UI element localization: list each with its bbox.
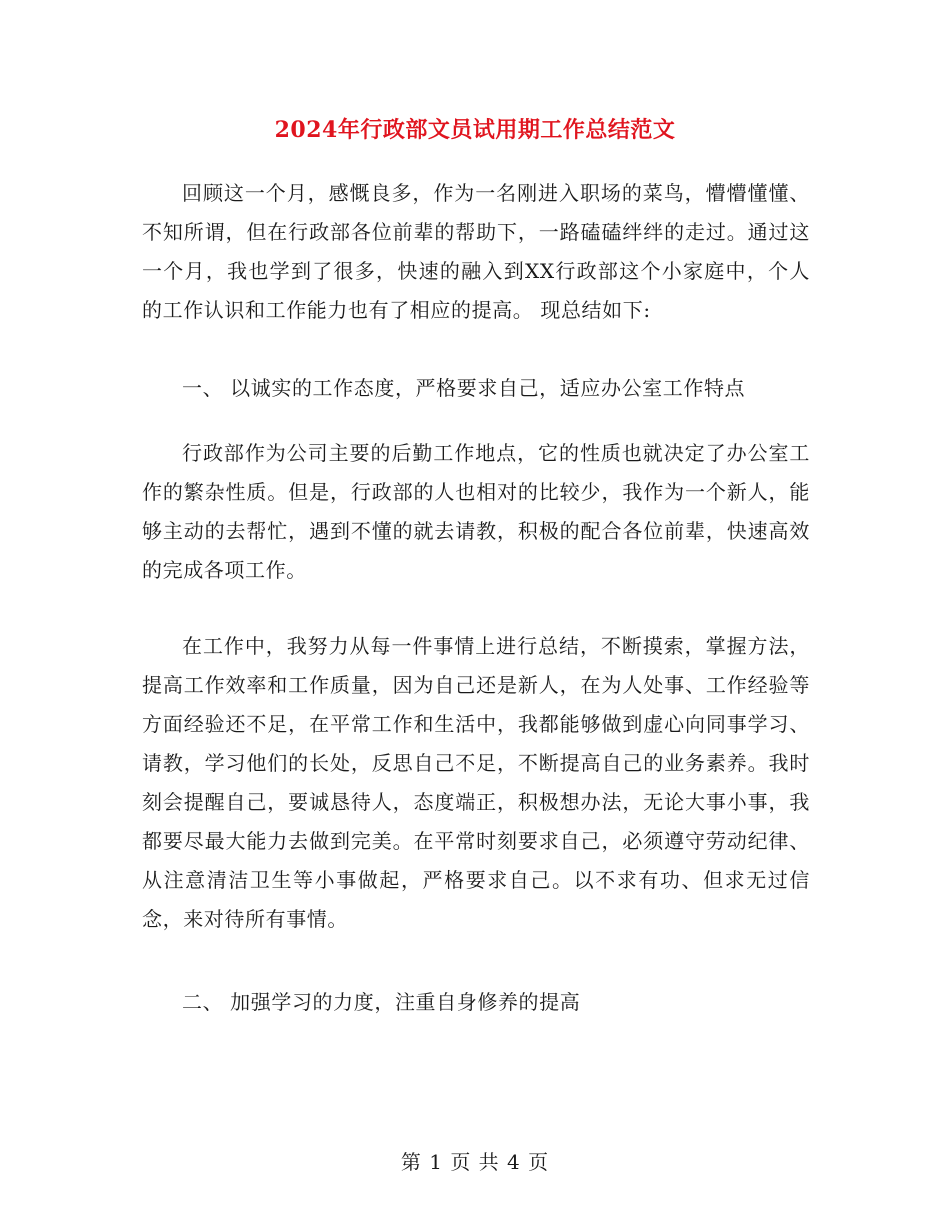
paragraph-admin-nature: 行政部作为公司主要的后勤工作地点，它的性质也就决定了办公室工作的繁杂性质。但是，行政部的人也相对的比较少，我作为一个新人，能够主动的去帮忙，遇到不懂的就去请教，积极的配合各位前辈，快速高效的完成各项工作。 — [142, 441, 810, 582]
paragraph-intro: 回顾这一个月，感慨良多，作为一名刚进入职场的菜鸟，懵懵懂懂、不知所谓，但在行政部各位前辈的帮助下，一路磕磕绊绊的走过。通过这一个月，我也学到了很多，快速的融入到XX行政部这个小家庭中，个人的工作认识和工作能力也有了相应的提高。 现总结如下: — [142, 181, 810, 322]
document-title: 2024年行政部文员试用期工作总结范文 — [274, 117, 676, 143]
section-heading-2: 二、 加强学习的力度，注重自身修养的提高 — [182, 990, 581, 1014]
paragraph-work-summary: 在工作中，我努力从每一件事情上进行总结，不断摸索，掌握方法，提高工作效率和工作质量，因为自己还是新人，在为人处事、工作经验等方面经验还不足，在平常工作和生活中，我都能够做到虚心向同事学习、请教，学习他们的长处，反思自己不足，不断提高自己的业务素养。我时刻会提醒自己，要诚恳待人，态度端正，积极想办法，无论大事小事，我都要尽最大能力去做到完美。在平常时刻要求自己，必须遵守劳动纪律、从注意清洁卫生等小事做起，严格要求自己。以不求有功、但求无过信念，来对待所有事情。 — [142, 634, 810, 931]
section-heading-1: 一、 以诚实的工作态度，严格要求自己，适应办公室工作特点 — [182, 376, 746, 400]
page-number-footer: 第 1 页 共 4 页 — [400, 1150, 550, 1174]
